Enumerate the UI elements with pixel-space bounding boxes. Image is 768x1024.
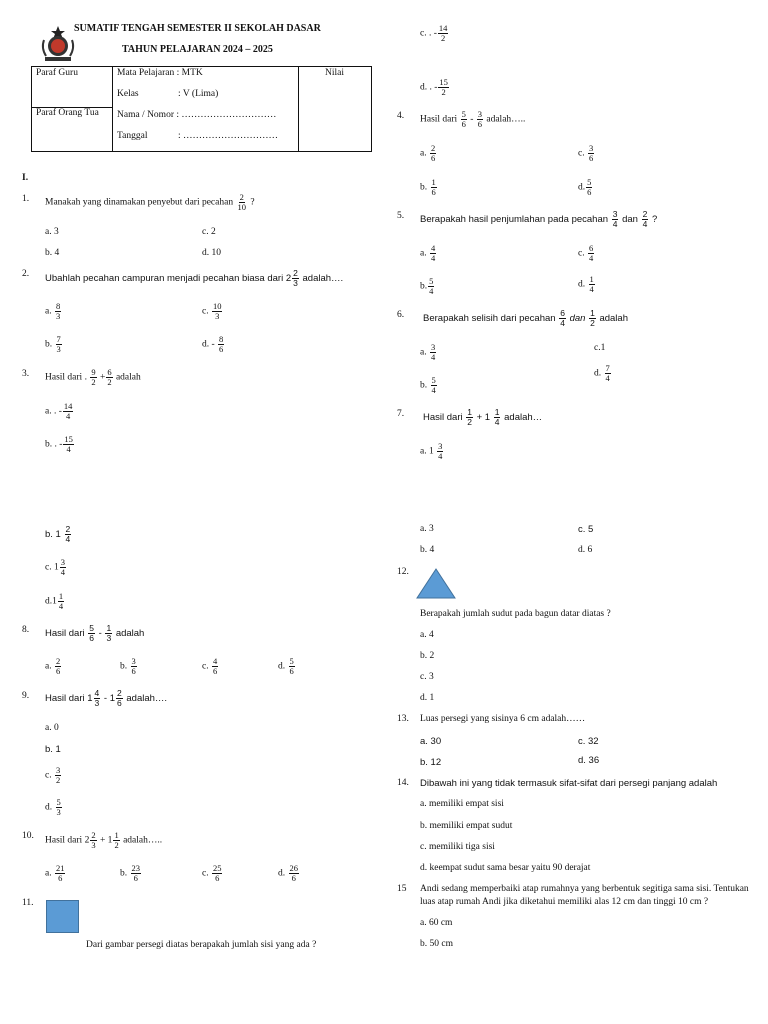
q5-option-b[interactable]: b. $\frac{5}{4}$ [420, 276, 434, 296]
q13-text: Luas persegi yang sisinya 6 cm adalah…… [420, 714, 586, 724]
q15-text-line2: luas atap rumah Andi jika diketahui memiliki alas 12 cm dan tinggi 10 cm ? [420, 897, 709, 907]
q7-option-c[interactable]: c. 1 $\frac{3}{4}$ [45, 557, 65, 577]
q7-number: 7. [397, 409, 405, 419]
section-label: I. [22, 173, 29, 183]
exam-year: TAHUN PELAJARAN 2024 – 2025 [122, 44, 273, 55]
q11-option-d[interactable]: d. 6 [578, 545, 593, 555]
q4-text: Hasil dari $\frac{5}{6}$ - $\frac{3}{6}$ adalah….. [420, 109, 526, 129]
q7-option-b[interactable]: b. 1 $\frac{2}{4}$ [45, 524, 71, 544]
q11-square-shape [46, 900, 79, 933]
q5-option-c[interactable]: c. $\frac{6}{4}$ [578, 243, 594, 263]
q4-option-a[interactable]: a. $\frac{2}{6}$ [420, 143, 436, 163]
q9-option-a[interactable]: a. 0 [45, 723, 59, 733]
q11-number: 11. [22, 898, 34, 908]
q1-option-c[interactable]: c. 2 [202, 227, 216, 237]
q15-option-b[interactable]: b. 50 cm [420, 939, 453, 949]
q11-option-b[interactable]: b. 4 [420, 545, 435, 555]
q2-option-b[interactable]: b. $\frac{7}{3}$ [45, 334, 61, 354]
q6-text: Berapakah selisih dari pecahan $\frac{6}{4}$ dan $\frac{1}{2}$ adalah [423, 308, 628, 328]
tanggal-field[interactable]: : ………………………… [178, 131, 279, 141]
tanggal-label: Tanggal [117, 131, 148, 141]
q14-option-c[interactable]: c. memiliki tiga sisi [420, 842, 495, 852]
q2-text: Ubahlah pecahan campuran menjadi pecahan biasa dari 2 $\frac{2}{3}$ adalah…. [45, 268, 344, 288]
q14-option-d[interactable]: d. keempat sudut sama besar yaitu 90 derajat [420, 863, 591, 873]
q6-option-a[interactable]: a. $\frac{3}{4}$ [420, 342, 436, 362]
q2-option-d[interactable]: d. - $\frac{8}{6}$ [202, 334, 224, 354]
q2-number: 2. [22, 269, 30, 279]
q15-number: 15 [397, 884, 407, 894]
q1-text: Manakah yang dinamakan penyebut dari pecahan $\frac{2}{10}$ ? [45, 192, 255, 212]
q5-number: 5. [397, 211, 405, 221]
q7-text: Hasil dari $\frac{1}{2}$ + 1 $\frac{1}{4}$ adalah… [423, 407, 543, 427]
q11-text: Dari gambar persegi diatas berapakah jumlah sisi yang ada ? [86, 940, 317, 950]
q1-number: 1. [22, 194, 30, 204]
q9-option-c[interactable]: c. $\frac{3}{2}$ [45, 765, 61, 785]
q12-text: Berapakah jumlah sudut pada bagun datar diatas ? [420, 609, 611, 619]
q10-number: 10. [22, 831, 34, 841]
q10-option-b[interactable]: b. $\frac{23}{6}$ [120, 863, 140, 883]
q9-option-b[interactable]: b. 1 [45, 744, 61, 755]
q1-option-a[interactable]: a. 3 [45, 227, 59, 237]
q8-option-d[interactable]: d. $\frac{5}{6}$ [278, 656, 294, 676]
school-logo-icon [38, 24, 78, 64]
q10-option-d[interactable]: d. $\frac{26}{6}$ [278, 863, 298, 883]
q8-option-a[interactable]: a. $\frac{2}{6}$ [45, 656, 61, 676]
q2-option-a[interactable]: a. $\frac{8}{3}$ [45, 301, 61, 321]
q9-text: Hasil dari 1 $\frac{4}{3}$ - 1 $\frac{2}{6}$ adalah…. [45, 688, 168, 708]
q11-option-a[interactable]: a. 3 [420, 524, 434, 534]
q8-option-b[interactable]: b. $\frac{3}{6}$ [120, 656, 136, 676]
q13-option-a[interactable]: a. 30 [420, 736, 442, 747]
q9-number: 9. [22, 691, 30, 701]
q3-text: Hasil dari . $\frac{9}{2}$ + $\frac{6}{2}$ adalah [45, 367, 141, 387]
q11-option-c[interactable]: c. 5 [578, 524, 594, 535]
q13-option-c[interactable]: c. 32 [578, 736, 599, 747]
q14-option-b[interactable]: b. memiliki empat sudut [420, 821, 513, 831]
q13-number: 13. [397, 714, 409, 724]
q15-option-a[interactable]: a. 60 cm [420, 918, 453, 928]
q2-option-c[interactable]: c. $\frac{10}{3}$ [202, 301, 222, 321]
q10-option-a[interactable]: a. $\frac{21}{6}$ [45, 863, 65, 883]
q5-option-d[interactable]: d. $\frac{1}{4}$ [578, 274, 594, 294]
paraf-ortu-label: Paraf Orang Tua [36, 108, 99, 118]
q3-option-d[interactable]: d. . - $\frac{15}{2}$ [420, 77, 448, 97]
q4-number: 4. [397, 111, 405, 121]
q3-option-a[interactable]: a. . - $\frac{14}{4}$ [45, 401, 73, 421]
q6-option-b[interactable]: b. $\frac{5}{4}$ [420, 375, 436, 395]
q1-option-b[interactable]: b. 4 [45, 248, 60, 258]
q8-option-c[interactable]: c. $\frac{4}{6}$ [202, 656, 218, 676]
mapel-label: Mata Pelajaran : MTK [117, 68, 203, 78]
paraf-guru-label: Paraf Guru [36, 68, 78, 78]
kelas-value: : V (Lima) [178, 89, 219, 99]
q8-text: Hasil dari $\frac{5}{6}$ - $\frac{1}{3}$ adalah [45, 623, 145, 643]
q13-option-d[interactable]: d. 36 [578, 755, 600, 766]
q5-option-a[interactable]: a. $\frac{4}{4}$ [420, 243, 436, 263]
q12-option-a[interactable]: a. 4 [420, 630, 434, 640]
q7-option-d[interactable]: d.1 $\frac{1}{4}$ [45, 591, 64, 611]
q4-option-b[interactable]: b. $\frac{1}{6}$ [420, 177, 436, 197]
q4-option-c[interactable]: c. $\frac{3}{6}$ [578, 143, 594, 163]
info-table [31, 66, 372, 152]
q14-option-a[interactable]: a. memiliki empat sisi [420, 799, 504, 809]
nama-field[interactable]: Nama / Nomor : ………………………… [117, 110, 277, 120]
q12-triangle-shape [415, 567, 457, 600]
q7-option-a[interactable]: a. 1 $\frac{3}{4}$ [420, 441, 443, 461]
q3-number: 3. [22, 369, 30, 379]
kelas-label: Kelas [117, 89, 139, 99]
q14-number: 14. [397, 778, 409, 788]
q10-text: Hasil dari 2 $\frac{2}{3}$ + 1 $\frac{1}{2}$ adalah….. [45, 830, 163, 850]
q12-option-c[interactable]: c. 3 [420, 672, 434, 682]
q8-number: 8. [22, 625, 30, 635]
q15-text-line1: Andi sedang memperbaiki atap rumahnya yang berbentuk segitiga sama sisi. Tentukan [420, 884, 749, 894]
q3-option-b[interactable]: b. . - $\frac{15}{4}$ [45, 434, 73, 454]
q14-text: Dibawah ini yang tidak termasuk sifat-sifat dari persegi panjang adalah [420, 778, 718, 789]
q12-number: 12. [397, 567, 409, 577]
q13-option-b[interactable]: b. 12 [420, 757, 442, 768]
q4-option-d[interactable]: d. $\frac{5}{6}$ [578, 177, 592, 197]
q12-option-b[interactable]: b. 2 [420, 651, 435, 661]
exam-title: SUMATIF TENGAH SEMESTER II SEKOLAH DASAR [74, 23, 321, 34]
q5-text: Berapakah hasil penjumlahan pada pecahan $\frac{3}{4}$ dan $\frac{2}{4}$ ? [420, 209, 658, 229]
q12-option-d[interactable]: d. 1 [420, 693, 435, 703]
nilai-label: Nilai [325, 68, 344, 78]
q1-option-d[interactable]: d. 10 [202, 248, 221, 258]
q6-option-c[interactable]: c.1 [594, 343, 606, 353]
q10-option-c[interactable]: c. $\frac{25}{6}$ [202, 863, 222, 883]
q6-option-d[interactable]: d. $\frac{7}{4}$ [594, 363, 610, 383]
q6-number: 6. [397, 310, 405, 320]
q3-option-c[interactable]: c. . - $\frac{14}{2}$ [420, 23, 448, 43]
q9-option-d[interactable]: d. $\frac{5}{3}$ [45, 797, 61, 817]
